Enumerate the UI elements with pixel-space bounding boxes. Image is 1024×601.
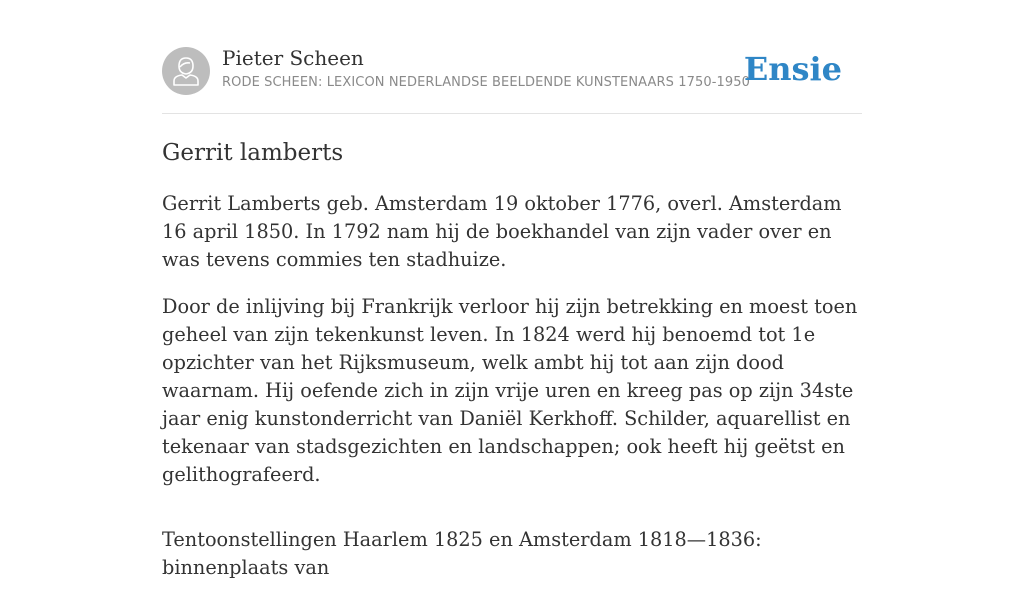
author-name[interactable]: Pieter Scheen [222, 46, 364, 70]
user-avatar-icon[interactable] [162, 47, 210, 95]
body-paragraph: Door de inlijving bij Frankrijk verloor hij zijn betrekking en moest toen geheel van zijn tekenkunst leven. In 1824 werd hij benoemd tot 1e opzichter van het Rijksmuseum, welk ambt hij tot aan zijn dood waarnam. Hij oefende zich in zijn vrije uren en kreeg pas op zijn 34ste jaar enig kunstonderricht van Daniël Kerkhoff. Schilder, aquarellist en tekenaar van stadsgezichten en landschappen; ook heeft hij geëtst en gelithografeerd. [162, 295, 858, 486]
article-header [162, 0, 862, 114]
body-paragraph: Tentoonstellingen Haarlem 1825 en Amsterdam 1818—1836: binnenplaats van [162, 528, 762, 579]
source-label[interactable]: RODE SCHEEN: LEXICON NEDERLANDSE BEELDENDE KUNSTENAARS 1750-1950 [222, 75, 750, 90]
page-title: Gerrit lamberts [162, 140, 344, 166]
content-container [162, 0, 862, 579]
ensie-logo[interactable]: Ensie [743, 50, 842, 88]
body-paragraph: Gerrit Lamberts geb. Amsterdam 19 oktober 1776, overl. Amsterdam 16 april 1850. In 1792 nam hij de boekhandel van zijn vader over en was tevens commies ten stadhuize. [162, 192, 842, 271]
article-body [162, 190, 868, 601]
author-block [222, 45, 750, 92]
